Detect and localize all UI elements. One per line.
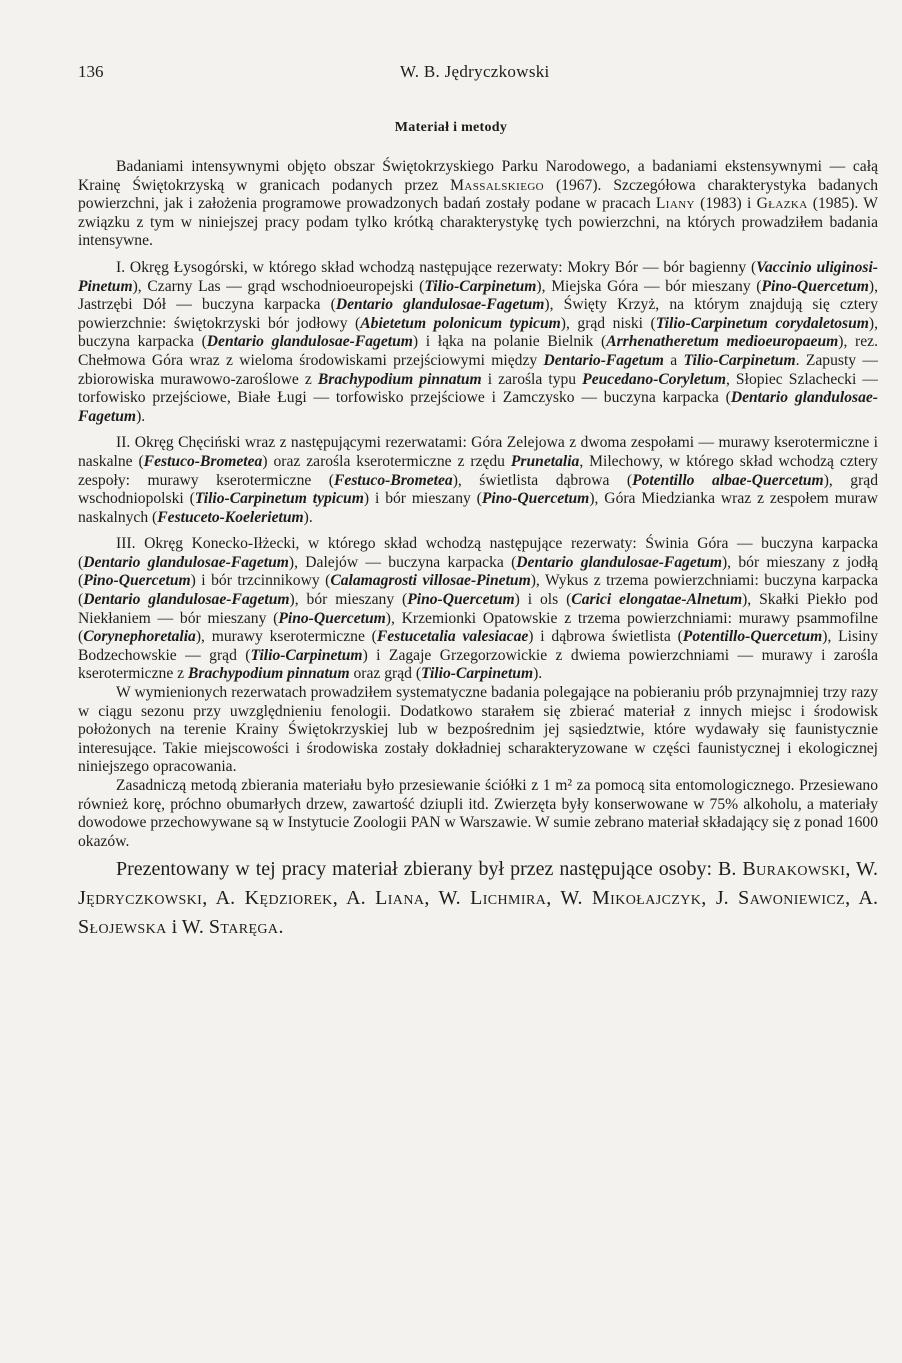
text-run: , Słopiec Szlachecki — torfowisko przejściowe, Białe Ługi — torfowisko przejściowe i Zamczysko — buczyna karpacka ( [78, 370, 878, 407]
page-header [78, 62, 878, 90]
latin-name: Pino-Quercetum [278, 609, 386, 627]
text-run: (1985). W związku z tym w niniejszej pracy podam tylko krótką charakterystykę tych powierzchni, na których prowadziłem badania intensywne. [78, 195, 878, 250]
text-run: I. Okręg Łysogórski, w którego skład wchodzą następujące rezerwaty: Mokry Bór — bór bagienny ( [116, 258, 757, 276]
author-name: Mikołajczyk [592, 887, 702, 910]
text-run: , J. [701, 887, 739, 910]
author-name: Sawoniewicz [738, 887, 846, 910]
latin-name: Pino-Quercetum [83, 572, 191, 590]
section-title: Materiał i metody [394, 120, 508, 135]
text-run: , A. [332, 887, 376, 910]
text-run: ), Skałki Piekło pod Niekłaniem — bór mieszany ( [78, 591, 879, 627]
latin-name: Tilio-Carpinetum corydaletosum [655, 314, 869, 332]
paragraph-region-checinski [78, 434, 878, 527]
latin-name: Potentillo albae-Quercetum [632, 471, 824, 489]
text-run: i W. [166, 916, 209, 939]
latin-name: Brachypodium pinnatum [187, 665, 350, 683]
text-run: ) i bór mieszany ( [363, 490, 482, 508]
latin-name: Dentario glandulosae-Fagetum [206, 333, 413, 351]
text-run: ) i łąka na polanie Bielnik ( [412, 333, 607, 351]
latin-name: Tilio-Carpinetum [424, 277, 537, 295]
latin-name: Dentario glandulosae-Fagetum [83, 553, 289, 571]
latin-name: Brachypodium pinnatum [317, 370, 482, 388]
text-run: ), Czarny Las — grąd wschodnioeuropejski ( [132, 277, 425, 295]
text-run: ). [303, 508, 313, 526]
latin-name: Festuco-Brometea [334, 471, 453, 489]
author-name: Słojewska [78, 916, 167, 939]
text-run: III. Okręg Konecko-Iłżecki, w którego skład wchodzą następujące rezerwaty: Świnia Góra — buczyna karpacka ( [78, 535, 878, 571]
text-run: Badaniami intensywnymi objęto obszar Świętokrzyskiego Parku Narodowego, a badaniami ekstensywnymi — całą Krainę Świętokrzyską w granicach podanych przez [78, 158, 878, 194]
author-name: Staręga [208, 916, 279, 939]
paragraph-region-lysogorski [78, 259, 878, 426]
text-run: (1983) i [694, 195, 757, 213]
paragraph-intro [78, 158, 878, 251]
latin-name: Festucetalia valesiacae [376, 628, 529, 646]
text-run: ) i Zagaje Grzegorzowickie z dwiema powierzchniami — murawy i zarośla kserotermiczne z [78, 646, 878, 683]
latin-name: Arrhenatheretum medioeuropaeum [606, 333, 839, 351]
text-run: , Milechowy, w którego skład wchodzą cztery zespoły: murawy kserotermiczne ( [78, 452, 878, 489]
latin-name: Festuceto-Koelerietum [157, 508, 304, 526]
latin-name: Pino-Quercetum [407, 591, 515, 609]
latin-name: Tilio-Carpinetum [250, 646, 363, 664]
text-run: ), grąd wschodniopolski ( [78, 471, 879, 508]
latin-name: Pino-Quercetum [481, 490, 590, 508]
latin-name: Calamagrosti villosae-Pinetum [330, 572, 531, 590]
text-run: II. Okręg Chęciński wraz z następującymi rezerwatami: Góra Zelejowa z dwoma zespołami — murawy kserotermiczne i naskalne ( [78, 434, 878, 470]
text-run: , A. [202, 887, 245, 910]
author-name: Liany [655, 195, 695, 213]
text-run: a [663, 351, 684, 369]
text-run: oraz grąd ( [349, 665, 422, 683]
text-run: ), murawy kserotermiczne ( [195, 628, 377, 646]
author-name: Lichmira [470, 887, 547, 910]
latin-name: Tilio-Carpinetum [683, 351, 796, 369]
text-run: W wymienionych rezerwatach prowadziłem systematyczne badania polegające na pobieraniu prób przynajmniej trzy razy w ciągu sezonu przy uwzględnieniu fenologii. Dodatkowo starałem się zbierać materiał z innych miejsc i środowisk położonych na terenie Krainy Świętokrzyskiej lub w bezpośrednim jej sąsiedztwie, które wydawały się faunistycznie interesujące. Takie miejscowości i środowiska zostały dokładniej scharakteryzowane w części faunistycznej i ekologicznej niniejszego opracowania. [78, 684, 878, 776]
latin-name: Corynephoretalia [83, 628, 196, 646]
text-run: ). [136, 407, 146, 425]
text-run: ), rez. Chełmowa Góra wraz z wieloma środowiskami przejściowymi między [78, 333, 878, 369]
text-run: ), Miejska Góra — bór mieszany ( [536, 277, 762, 295]
paragraph-methods-sieving [78, 777, 878, 851]
author-name: Jędryczkowski [78, 887, 203, 910]
text-run: , W. [424, 887, 471, 910]
latin-name: Vaccinio uliginosi-Pinetum [78, 258, 878, 295]
latin-name: Prunetalia [510, 452, 580, 470]
author-name: Burakowski [742, 858, 846, 881]
text-run: (1967). Szczegółowa charakterystyka badanych powierzchni, jak i założenia programowe prowadzonych badań zostały podane w pracach [78, 176, 878, 213]
text-run: ), świetlista dąbrowa ( [452, 471, 633, 489]
author-name: Głazka [756, 195, 808, 213]
latin-name: Dentario glandulosae-Fagetum [335, 296, 545, 314]
latin-name: Tilio-Carpinetum typicum [194, 490, 364, 508]
paragraph-collectors [78, 855, 878, 942]
author-name: Liana [375, 887, 425, 910]
text-run: ) i bór trzcinnikowy ( [190, 572, 331, 590]
page-number: 136 [78, 62, 104, 81]
text-run: ), buczyna karpacka ( [78, 314, 878, 351]
author-name: Kędziorek [244, 887, 333, 910]
text-run: ), bór mieszany ( [289, 591, 408, 609]
text-run: . Zapusty — zbiorowiska murawowo-zaroślowe z [78, 351, 879, 388]
latin-name: Festuco-Brometea [143, 452, 263, 470]
text-run: ). [533, 665, 543, 683]
text-run: . [278, 916, 284, 939]
latin-name: Dentario glandulosae-Fagetum [78, 389, 878, 425]
text-run: ), Krzemionki Opatowskie z trzema powierzchniami: murawy psammofilne ( [78, 609, 878, 646]
text-run: , A. [845, 887, 878, 910]
paragraph-region-konecko-ilzecki [78, 535, 878, 684]
text-run: i zarośla typu [481, 370, 583, 388]
paragraph-methods-sampling [78, 684, 878, 777]
text-run: ), bór mieszany z jodłą ( [78, 553, 879, 590]
text-run: Zasadniczą metodą zbierania materiału było przesiewanie ściółki z 1 m² za pomocą sita entomologicznego. Przesiewano również korę, próchno obumarłych drzew, zawartość dziupli itd. Zwierzęta były konserwowane w 75% alkoholu, a materiały dowodowe przechowywane są w Instytucie Zoologii PAN w Warszawie. W sumie zebrano materiał składający się z ponad 1600 okazów. [78, 777, 878, 850]
text-run: ), Lisiny Bodzechowskie — grąd ( [78, 628, 879, 664]
latin-name: Carici elongatae-Alnetum [571, 591, 743, 609]
text-run: ) oraz zarośla kserotermiczne z rzędu [262, 452, 511, 470]
author-name: Massalskiego [450, 176, 545, 194]
latin-name: Peucedano-Coryletum [582, 370, 726, 388]
latin-name: Abietetum polonicum typicum [360, 314, 561, 332]
latin-name: Dentario glandulosae-Fagetum [516, 553, 722, 571]
text-run: ), grąd niski ( [560, 314, 656, 332]
text-run: ), Wykus z trzema powierzchniami: buczyna karpacka ( [78, 572, 878, 609]
body-text [78, 158, 878, 942]
text-run: ) i ols ( [514, 591, 572, 609]
latin-name: Dentario glandulosae-Fagetum [83, 591, 290, 609]
text-run: , W. [845, 858, 878, 881]
text-run: , W. [546, 887, 592, 910]
text-run: ), Święty Krzyż, na którym znajdują się cztery powierzchnie: świętokrzyski bór jodłowy ( [78, 296, 878, 332]
latin-name: Dentario-Fagetum [543, 351, 664, 369]
text-run: ), Jastrzębi Dół — buczyna karpacka ( [78, 277, 879, 314]
latin-name: Tilio-Carpinetum [421, 665, 534, 683]
running-head: W. B. Jędryczkowski [400, 62, 550, 81]
text-run: ) i dąbrowa świetlista ( [528, 628, 683, 646]
text-run: Prezentowany w tej pracy materiał zbierany był przez następujące osoby: B. [116, 858, 743, 881]
latin-name: Potentillo-Quercetum [682, 628, 823, 646]
text-run: ), Góra Miedzianka wraz z zespołem muraw naskalnych ( [78, 490, 879, 526]
text-run: ), Dalejów — buczyna karpacka ( [288, 553, 517, 571]
latin-name: Pino-Quercetum [761, 277, 869, 295]
